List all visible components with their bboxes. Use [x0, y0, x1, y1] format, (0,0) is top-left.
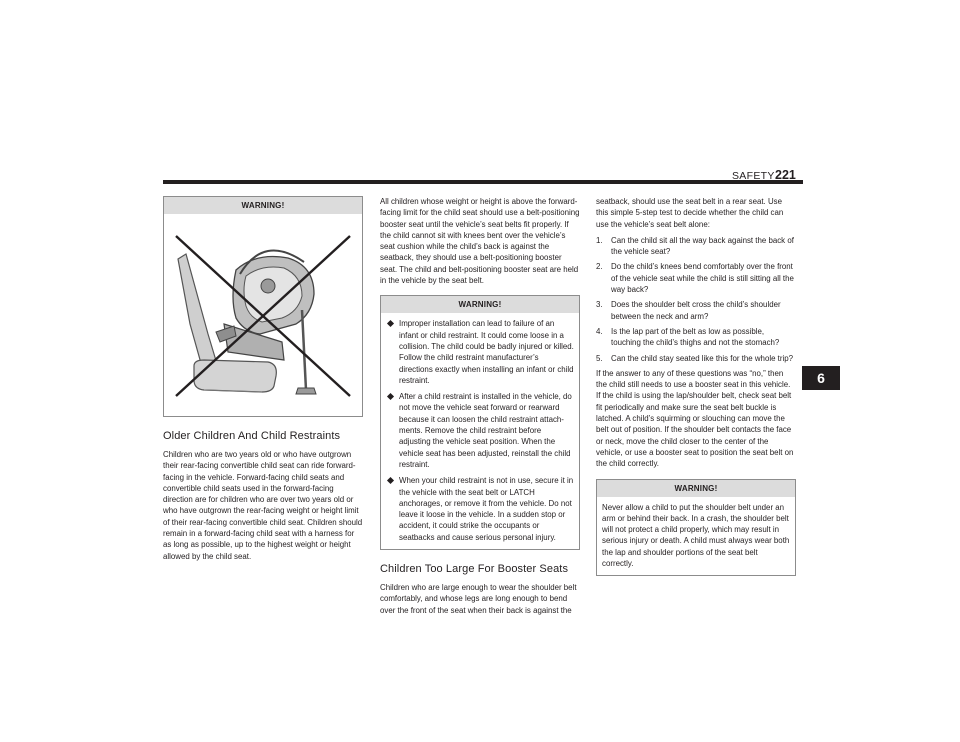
step-item	[596, 353, 796, 364]
warning-illustration-box	[163, 196, 363, 417]
warning-item: After a child restraint is installed in the vehicle, do not move the vehicle seat forward or rearward because it can loosen the child restraint attach-ments. Remove the child restraint before adjusting the vehicle seat position. When the vehicle seat has been adjusted, reinstall the child restraint.	[386, 391, 574, 470]
body-paragraph: Children who are two years old or who have outgrown their rear-facing convertible child seat can ride forward-facing in the vehicle. Forward-facing child seats and convertible child seats used in the forward-facing direction are for children who are over two years old or who have outgrown the rear-facing weight or height limit of their rear-facing convertible child seat. Children should remain in a forward-facing child seat with a harness for as long as possible, up to the highest weight or height allowed by the child seat.	[163, 450, 363, 561]
step-number: 2.	[596, 262, 603, 272]
body-paragraph: Children who are large enough to wear the shoulder belt comfortably, and whose legs are long enough to bend over the front of the seat when their back is against the	[380, 583, 577, 615]
body-paragraph: seatback, should use the seat belt in a rear seat. Use this simple 5-step test to decide whether the child can use the vehicle’s seat belt alone:	[596, 197, 784, 229]
warning-header: WARNING!	[164, 197, 362, 214]
step-text: Can the child stay seated like this for the whole trip?	[611, 353, 794, 363]
warning-list	[386, 318, 574, 543]
step-number: 4.	[596, 326, 603, 336]
step-text: Does the shoulder belt cross the child’s shoulder between the neck and arm?	[611, 300, 781, 321]
warning-header: WARNING!	[597, 480, 795, 497]
right-column	[596, 196, 796, 576]
section-heading: Older Children And Child Restraints	[163, 430, 341, 442]
warning-body	[597, 497, 795, 576]
warning-item: Improper installation can lead to failure of an infant or child restraint. It could come loose in a collision. The child could be badly injured or killed. Follow the child restraint manufacturer’s directions exactly when installing an infant or child restraint.	[386, 318, 574, 386]
step-item	[596, 299, 796, 322]
child-seat-prohibited-illustration	[164, 214, 362, 417]
header-rule	[163, 180, 803, 184]
left-column	[163, 196, 363, 562]
warning-body	[381, 313, 579, 549]
step-text: Do the child’s knees bend comfortably over the front of the vehicle seat while the child is still sitting all the way back?	[611, 262, 794, 295]
step-text: Is the lap part of the belt as low as possible, touching the child’s thighs and not the stomach?	[611, 326, 780, 348]
five-step-test-list	[596, 235, 796, 364]
middle-column	[380, 196, 580, 616]
rear-facing-seat-illustration	[164, 214, 362, 417]
step-item	[596, 235, 796, 258]
step-item	[596, 261, 796, 295]
warning-box	[596, 479, 796, 577]
step-text: Can the child sit all the way back against the back of the vehicle seat?	[611, 235, 794, 257]
warning-text: Never allow a child to put the shoulder belt under an arm or behind their back. In a crash, the shoulder belt will not protect a child properly, which may result in serious injury or death. A child must always wear both the lap and shoulder portions of the seat belt correctly.	[602, 502, 790, 569]
step-number: 1.	[596, 235, 603, 245]
warning-item: When your child restraint is not in use, secure it in the vehicle with the seat belt or LATCH anchorages, or remove it from the vehicle. Do not leave it loose in the vehicle. In a sudden stop or accident, it could strike the occupants or seatbacks and cause serious personal injury.	[386, 475, 574, 543]
step-number: 3.	[596, 300, 603, 310]
chapter-tab: 6	[802, 366, 840, 390]
body-paragraph: If the answer to any of these questions was “no,” then the child still needs to use a booster seat in this vehicle. If the child is using the lap/shoulder belt, check seat belt fit periodically and make sure the seat belt buckle is latched. A child’s squirming or slouching can move the belt out of position. If the shoulder belt contacts the face or neck, move the child closer to the center of the vehicle, or use a booster seat to position the seat belt on the child correctly.	[596, 368, 794, 469]
running-header-section: SAFETY	[732, 170, 775, 182]
warning-header: WARNING!	[381, 296, 579, 313]
step-item	[596, 326, 796, 349]
step-number: 5.	[596, 353, 603, 363]
page-number: 221	[775, 168, 796, 182]
body-paragraph: All children whose weight or height is above the forward-facing limit for the child seat should use a belt-positioning booster seat until the vehicle’s seat belts fit properly. If the child cannot sit with knees bent over the vehicle’s seat cushion while the child’s back is against the seatback, they should use a belt-positioning booster seat. The child and belt-positioning booster seat are held in the vehicle by the seat belt.	[380, 197, 580, 286]
warning-box	[380, 295, 580, 550]
section-heading: Children Too Large For Booster Seats	[380, 563, 569, 576]
